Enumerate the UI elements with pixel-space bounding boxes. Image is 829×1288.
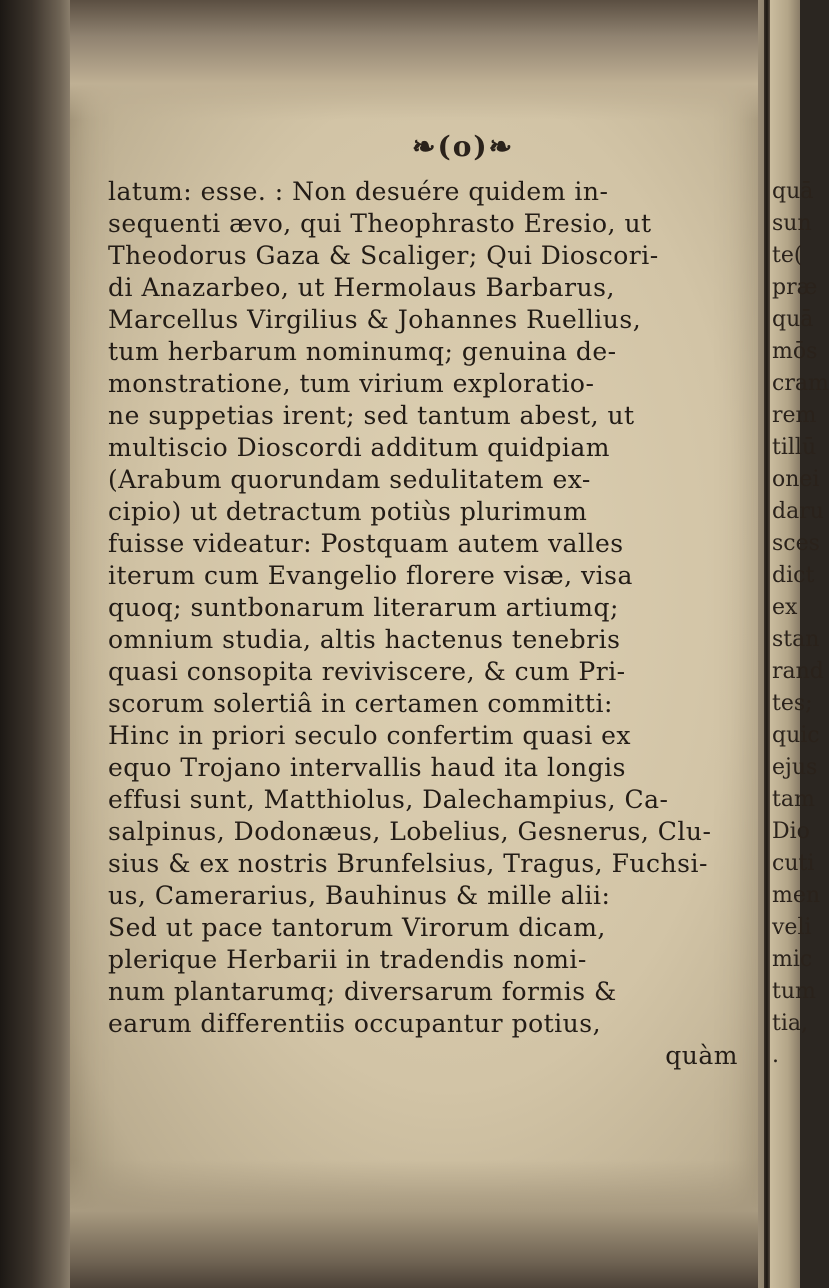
book-binding (0, 0, 80, 1288)
text-line: us, Camerarius, Bauhinus & mille alii: (108, 881, 611, 910)
text-line: Marcellus Virgilius & Johannes Ruellius, (108, 305, 642, 334)
facing-page-fragment: sces (772, 531, 820, 556)
facing-page-fragment: mōs (772, 339, 818, 364)
facing-page-fragment: quā (772, 307, 814, 332)
facing-page-fragment: quic (772, 723, 820, 748)
facing-page-fragment: sun (772, 211, 812, 236)
facing-page-fragment: tum (772, 979, 816, 1004)
text-line: scorum solertiâ in certamen committi: (108, 689, 613, 718)
text-line: omnium studia, altis hactenus tenebris (108, 625, 621, 654)
facing-page-fragment: stan (772, 627, 820, 652)
text-line: monstratione, tum virium exploratio- (108, 369, 595, 398)
text-line: num plantarumq; diversarum formis & (108, 977, 617, 1006)
text-line: sius & ex nostris Brunfelsius, Tragus, Fuchsi- (108, 849, 708, 878)
facing-page-fragment: tillū (772, 435, 817, 460)
page-top-edge (70, 0, 758, 120)
text-line: salpinus, Dodonæus, Lobelius, Gesnerus, Clu- (108, 817, 712, 846)
facing-page-fragment: quā (772, 179, 814, 204)
facing-page-fragment: men (772, 883, 821, 908)
facing-page-text (772, 176, 829, 1072)
text-line: ne suppetias irent; sed tantum abest, ut (108, 401, 635, 430)
facing-page-fragment: Dio (772, 819, 810, 844)
text-line: cipio) ut detractum potiùs plurimum (108, 497, 588, 526)
text-line: Sed ut pace tantorum Virorum dicam, (108, 913, 606, 942)
text-line: equo Trojano intervallis haud ita longis (108, 753, 626, 782)
text-line: sequenti ævo, qui Theophrasto Eresio, ut (108, 209, 652, 238)
text-line: multiscio Dioscordi additum quidpiam (108, 433, 610, 462)
text-line: fuisse videatur: Postquam autem valles (108, 529, 624, 558)
text-line: latum: esse. : Non desuére quidem in- (108, 177, 609, 206)
text-line: di Anazarbeo, ut Hermolaus Barbarus, (108, 273, 615, 302)
facing-page-fragment: mic (772, 947, 813, 972)
text-line: plerique Herbarii in tradendis nomi- (108, 945, 587, 974)
text-line: Hinc in priori seculo confertim quasi ex (108, 721, 632, 750)
text-line: quàm (665, 1041, 738, 1070)
facing-page-fragment: onei (772, 467, 820, 492)
facing-page-fragment: præ (772, 275, 818, 300)
facing-page-fragment: ejus (772, 755, 818, 780)
facing-page-fragment: rem (772, 403, 817, 428)
facing-page-fragment: rand (772, 659, 824, 684)
facing-page-fragment: tia, (772, 1011, 808, 1036)
facing-page-fragment: tes; (772, 691, 813, 716)
facing-page-fragment: cram (772, 371, 829, 396)
facing-page-fragment: ex (772, 595, 798, 620)
facing-page-fragment: cuti (772, 851, 815, 876)
facing-page-fragment: tam (772, 787, 815, 812)
text-line: (Arabum quorundam sedulitatem ex- (108, 465, 591, 494)
text-line: iterum cum Evangelio florere visæ, visa (108, 561, 633, 590)
header-ornament: ❧(o)❧ (412, 130, 515, 163)
facing-page-fragment: daru (772, 499, 824, 524)
facing-page-fragment: . (772, 1043, 779, 1068)
facing-page-fragment: te( (772, 243, 803, 268)
text-line: tum herbarum nominumq; genuina de- (108, 337, 617, 366)
text-line: effusi sunt, Matthiolus, Dalechampius, Ca- (108, 785, 669, 814)
text-line: Theodorus Gaza & Scaliger; Qui Dioscori- (108, 241, 659, 270)
facing-page-fragment: veli (772, 915, 812, 940)
text-line: quoq; suntbonarum literarum artiumq; (108, 593, 619, 622)
facing-page-fragment: dict (772, 563, 815, 588)
page-bottom-edge (70, 1160, 758, 1288)
body-text (108, 176, 758, 1072)
text-line: quasi consopita reviviscere, & cum Pri- (108, 657, 626, 686)
text-line: earum differentiis occupantur potius, (108, 1009, 602, 1038)
